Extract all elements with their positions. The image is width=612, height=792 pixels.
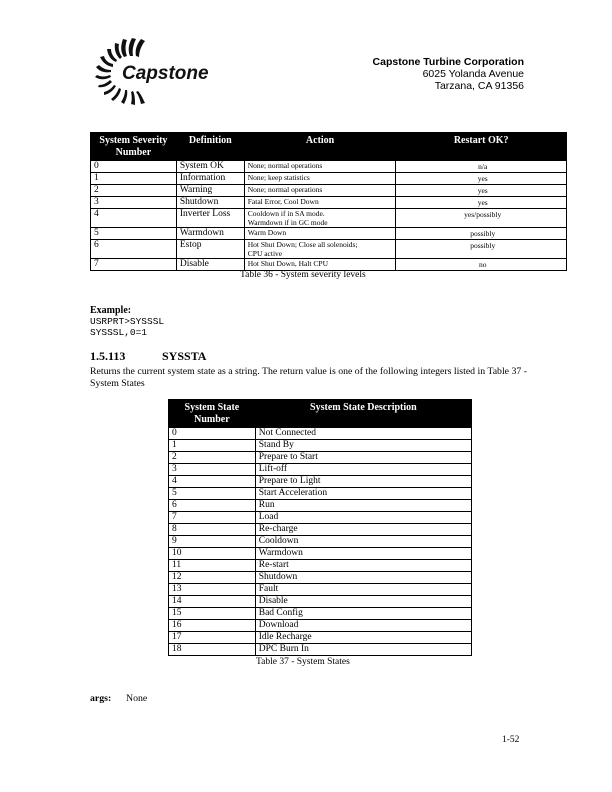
- severity-action: Hot Shut Down, Halt CPU: [244, 259, 396, 271]
- severity-number: 2: [91, 185, 177, 197]
- state-description: Stand By: [255, 440, 471, 452]
- table-row: [91, 197, 567, 209]
- state-number: 5: [169, 488, 256, 500]
- state-description: Warmdown: [255, 548, 471, 560]
- table-row: [91, 259, 567, 271]
- severity-restart: possibly: [396, 240, 567, 259]
- table-row: [169, 644, 472, 656]
- table-row: [169, 428, 472, 440]
- page-number: 1-52: [502, 735, 520, 745]
- state-number: 0: [169, 428, 256, 440]
- table-row: [169, 536, 472, 548]
- state-number: 7: [169, 512, 256, 524]
- state-description: Download: [255, 620, 471, 632]
- severity-restart: yes/possibly: [396, 209, 567, 228]
- section-title: SYSSTA: [162, 349, 207, 363]
- table-row: [169, 572, 472, 584]
- severity-restart: yes: [396, 197, 567, 209]
- state-number: 17: [169, 632, 256, 644]
- state-number: 1: [169, 440, 256, 452]
- company-address: [373, 56, 524, 92]
- severity-definition: Shutdown: [176, 197, 244, 209]
- table-row: [169, 476, 472, 488]
- severity-action: Warm Down: [244, 228, 396, 240]
- state-description: Load: [255, 512, 471, 524]
- header-severity-number: System Severity Number: [91, 133, 177, 161]
- severity-number: 6: [91, 240, 177, 259]
- state-number: 18: [169, 644, 256, 656]
- severity-action: Hot Shut Down; Close all solenoids; CPU active: [244, 240, 396, 259]
- state-number: 3: [169, 464, 256, 476]
- severity-restart: possibly: [396, 228, 567, 240]
- state-number: 13: [169, 584, 256, 596]
- severity-table: [90, 132, 567, 271]
- table-row: [169, 560, 472, 572]
- street-address: 6025 Yolanda Avenue: [422, 68, 524, 80]
- header-state-number: System State Number: [169, 400, 256, 428]
- severity-number: 1: [91, 173, 177, 185]
- table-header-row: [169, 400, 472, 428]
- example-command: USRPRT>SYSSSL: [90, 316, 165, 327]
- state-number: 2: [169, 452, 256, 464]
- table-row: [91, 209, 567, 228]
- severity-number: 3: [91, 197, 177, 209]
- severity-restart: n/a: [396, 161, 567, 173]
- severity-definition: Information: [176, 173, 244, 185]
- table-header-row: [91, 133, 567, 161]
- table-row: [91, 240, 567, 259]
- severity-number: 4: [91, 209, 177, 228]
- state-description: Prepare to Light: [255, 476, 471, 488]
- table-row: [169, 608, 472, 620]
- state-number: 16: [169, 620, 256, 632]
- args-label: args:: [90, 693, 112, 704]
- header-state-description: System State Description: [255, 400, 471, 428]
- header-restart-ok: Restart OK?: [396, 133, 567, 161]
- system-states-table: [168, 399, 472, 656]
- table37-caption: Table 37 - System States: [256, 657, 350, 667]
- table-row: [169, 440, 472, 452]
- city-address: Tarzana, CA 91356: [434, 80, 524, 92]
- state-number: 10: [169, 548, 256, 560]
- table-row: [169, 452, 472, 464]
- state-description: Cooldown: [255, 536, 471, 548]
- section-body: Returns the current system state as a string. The return value is one of the following integers listed in Table 37 - System States: [90, 366, 527, 389]
- state-number: 8: [169, 524, 256, 536]
- state-description: Run: [255, 500, 471, 512]
- state-number: 12: [169, 572, 256, 584]
- header-definition: Definition: [176, 133, 244, 161]
- args-value: None: [126, 693, 148, 704]
- state-description: Prepare to Start: [255, 452, 471, 464]
- severity-action: None; normal operations: [244, 161, 396, 173]
- state-number: 15: [169, 608, 256, 620]
- table-row: [169, 464, 472, 476]
- table-row: [169, 620, 472, 632]
- state-description: Shutdown: [255, 572, 471, 584]
- table-row: [169, 500, 472, 512]
- capstone-logo: [88, 37, 228, 107]
- table-row: [169, 596, 472, 608]
- table36-caption: Table 36 - System severity levels: [240, 270, 366, 280]
- table-row: [169, 524, 472, 536]
- state-description: Not Connected: [255, 428, 471, 440]
- severity-restart: no: [396, 259, 567, 271]
- table-row: [91, 228, 567, 240]
- table-row: [91, 173, 567, 185]
- severity-number: 7: [91, 259, 177, 271]
- state-description: Lift-off: [255, 464, 471, 476]
- table-row: [169, 548, 472, 560]
- logo-wordmark: Capstone: [122, 63, 209, 84]
- table-row: [169, 632, 472, 644]
- table-row: [169, 584, 472, 596]
- state-number: 4: [169, 476, 256, 488]
- state-description: Disable: [255, 596, 471, 608]
- state-description: Idle Recharge: [255, 632, 471, 644]
- state-description: Re-start: [255, 560, 471, 572]
- example-response: SYSSSL,0=1: [90, 327, 148, 338]
- table-row: [169, 488, 472, 500]
- table-row: [91, 161, 567, 173]
- state-description: Start Acceleration: [255, 488, 471, 500]
- severity-number: 5: [91, 228, 177, 240]
- turbine-swirl-icon: [88, 37, 228, 107]
- severity-definition: Inverter Loss: [176, 209, 244, 228]
- severity-action: Fatal Error, Cool Down: [244, 197, 396, 209]
- section-number: 1.5.113: [90, 349, 126, 363]
- state-number: 6: [169, 500, 256, 512]
- example-label: Example:: [90, 305, 132, 316]
- state-description: Fault: [255, 584, 471, 596]
- severity-definition: System OK: [176, 161, 244, 173]
- severity-definition: Disable: [176, 259, 244, 271]
- state-number: 14: [169, 596, 256, 608]
- header-action: Action: [244, 133, 396, 161]
- severity-action: Cooldown if in SA mode. Warmdown if in GC mode: [244, 209, 396, 228]
- state-number: 11: [169, 560, 256, 572]
- severity-definition: Estop: [176, 240, 244, 259]
- severity-restart: yes: [396, 185, 567, 197]
- state-description: Bad Config: [255, 608, 471, 620]
- company-name: Capstone Turbine Corporation: [372, 56, 524, 68]
- severity-restart: yes: [396, 173, 567, 185]
- table-row: [169, 512, 472, 524]
- severity-action: None; normal operations: [244, 185, 396, 197]
- severity-action: None; keep statistics: [244, 173, 396, 185]
- state-description: DPC Burn In: [255, 644, 471, 656]
- state-number: 9: [169, 536, 256, 548]
- severity-number: 0: [91, 161, 177, 173]
- table-row: [91, 185, 567, 197]
- state-description: Re-charge: [255, 524, 471, 536]
- severity-definition: Warmdown: [176, 228, 244, 240]
- severity-definition: Warning: [176, 185, 244, 197]
